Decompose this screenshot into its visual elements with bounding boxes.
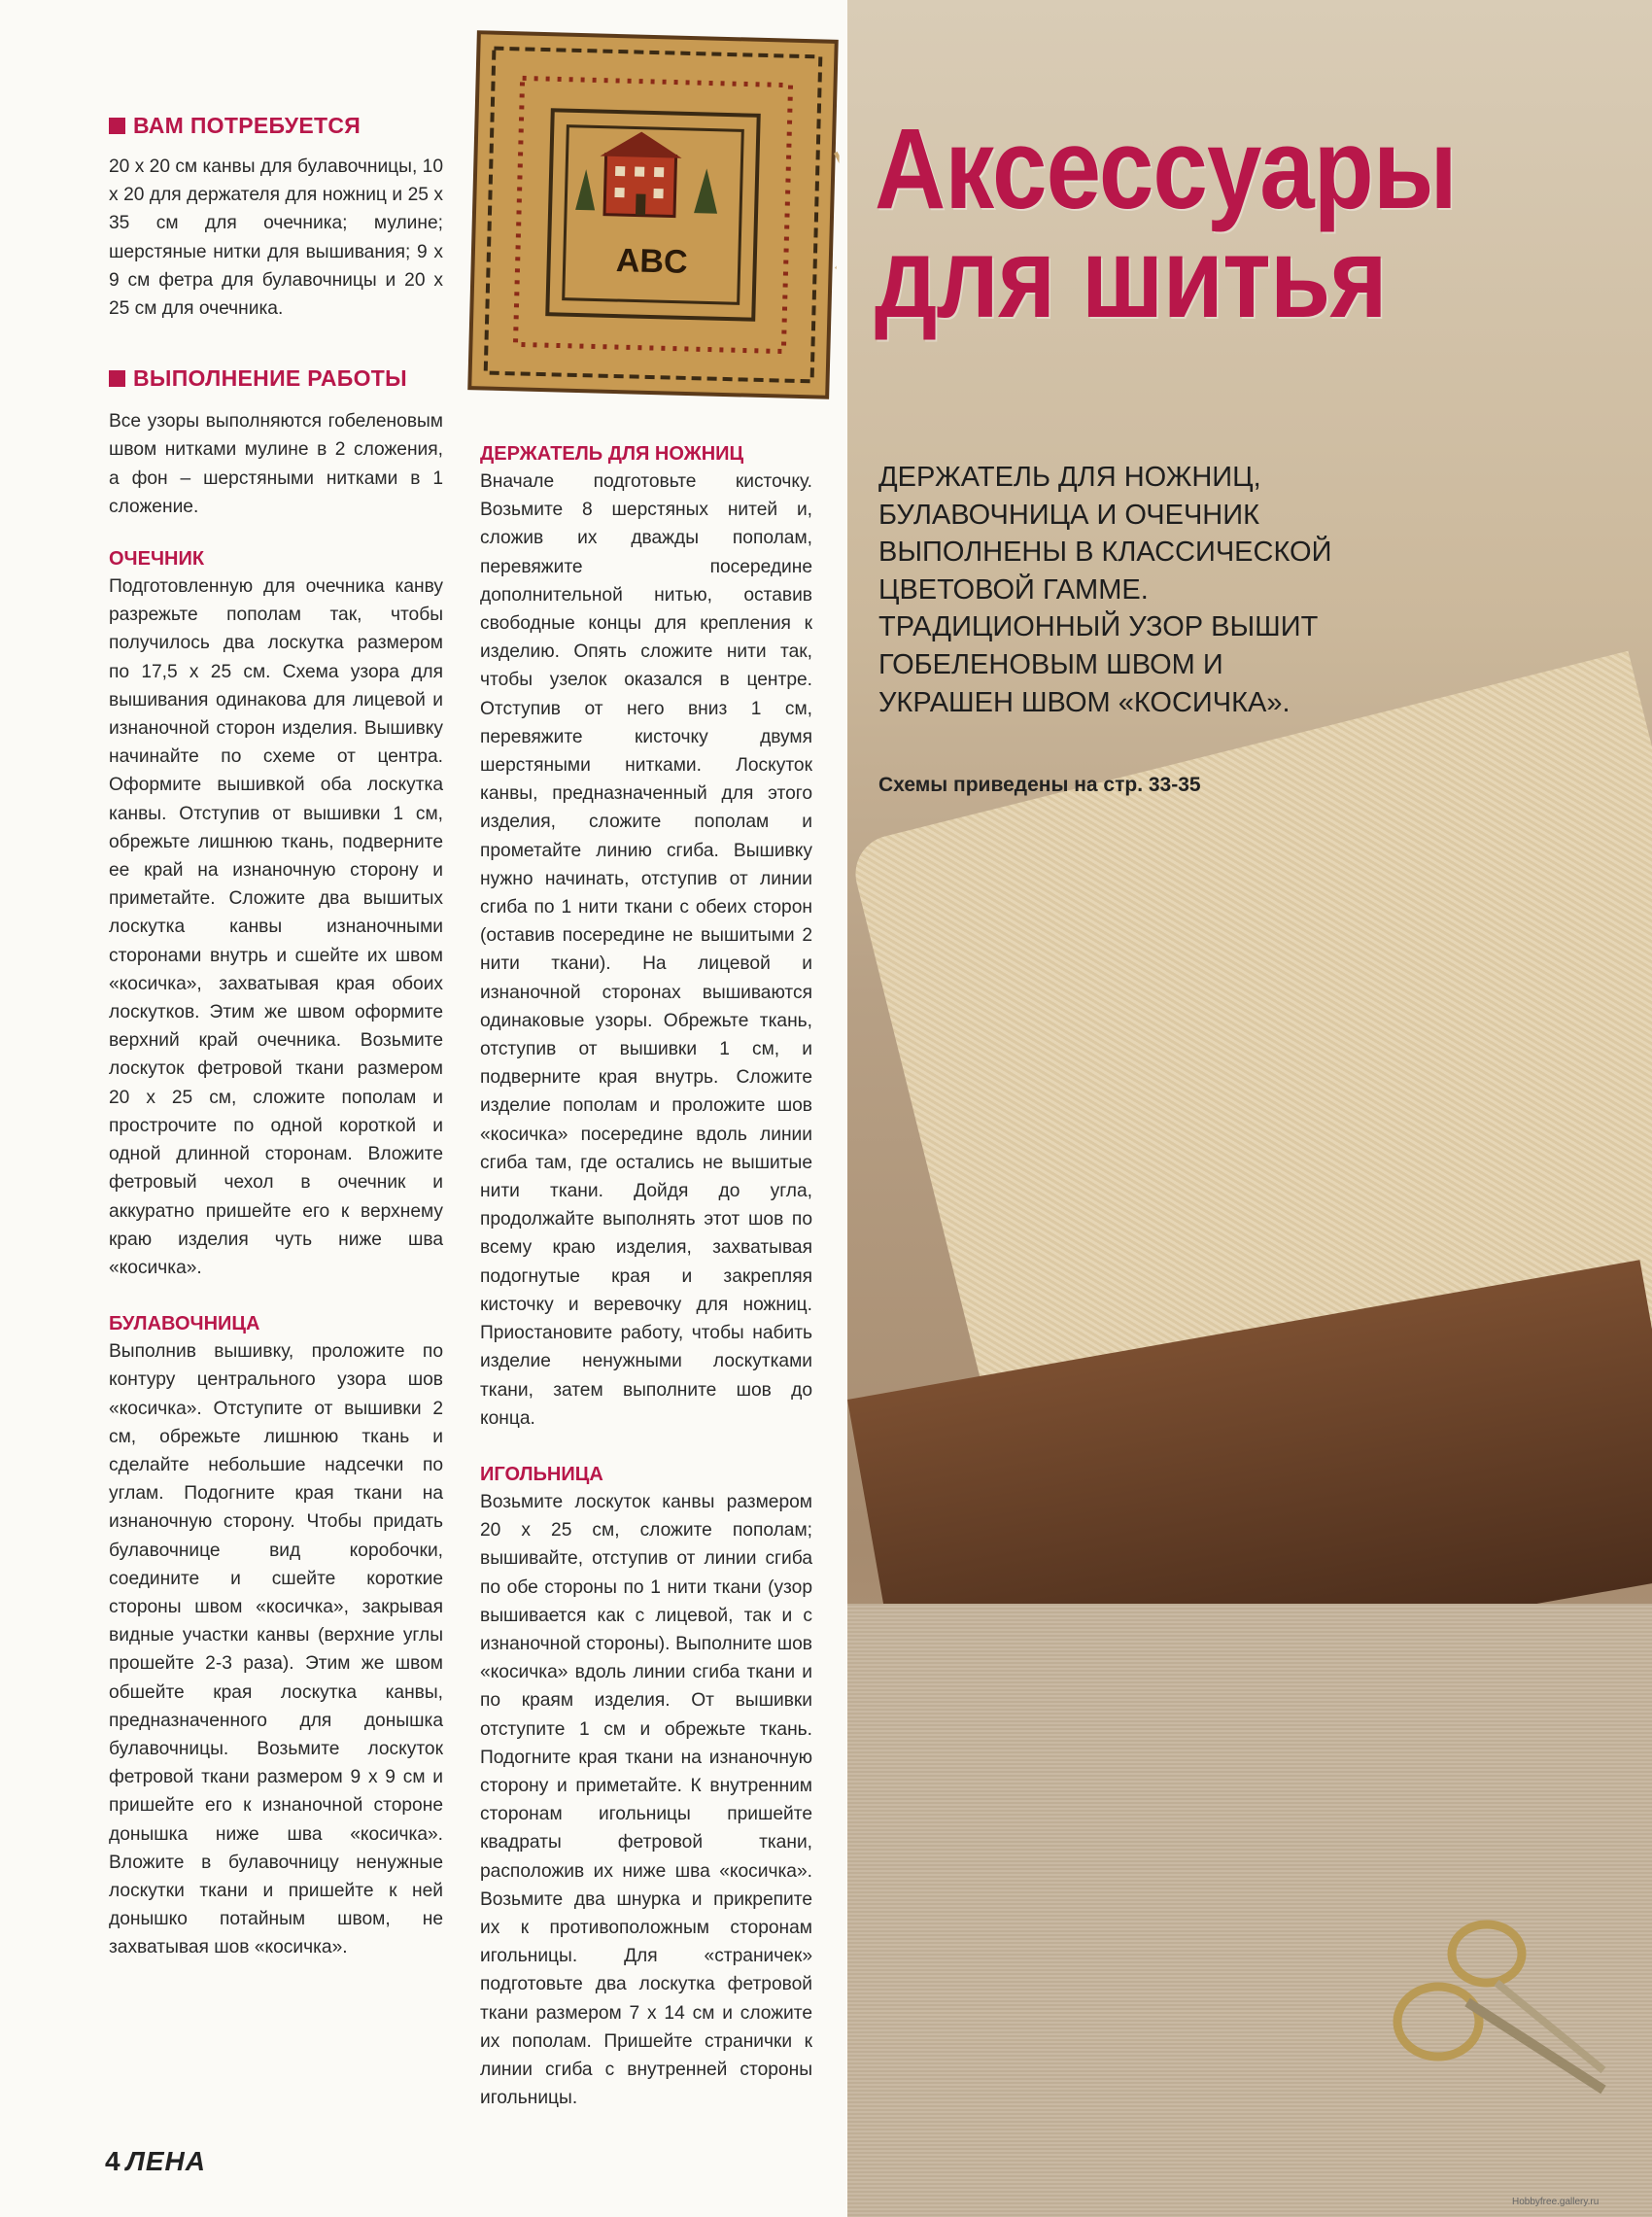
materials-heading: ВАМ ПОТРЕБУЕТСЯ [109,113,443,139]
schemes-note: Схемы приведены на стр. 33-35 [878,774,1201,796]
watermark: Hobbyfree.gallery.ru [1512,2197,1600,2207]
bullet-square-icon [109,118,125,134]
sampler-letters: ABC [615,242,689,281]
middle-column [480,443,812,2112]
work-heading: ВЫПОЛНЕНИЕ РАБОТЫ [109,365,443,392]
scissors-holder-text: Вначале подготовьте кисточку. Возьмите 8 шерстяных нитей и, сложив их дважды пополам, перевяжите посередине дополнительной нитью, оставив свободные концы для крепления к изделию. Опять сложите нити так, чтобы узелок оказался в центре. Отступив от него вниз 1 см, перевяжите кисточку двумя шерстяными нитками. Лоскуток канвы, предназначенный для этого изделия, сложите пополам и прометайте линию сгиба. Вышивку нужно начинать, отступив от линии сгиба по 1 нити ткани с обеих сторон (оставив посередине не вышитыми 2 нити ткани). На лицевой и изнаночной сторонах вышиваются одинаковые узоры. Обрежьте ткань, отступив от вышивки 1 см, и подверните края внутрь. Сложите изделие пополам и проложите шов «косичка» посередине вдоль линии сгиба там, где остались не вышитые нити ткани. Дойдя до угла, продолжайте выполнять этот шов по всему краю изделия, захватывая подогнутые края и закрепляя кисточку и веревочку для ножниц. Приостановите работу, чтобы набить изделие ненужными лоскутками ткани, затем выполните шов до конца. [480,471,812,1429]
pincushion-text: Выполнив вышивку, проложите по контуру центрального узора шов «косичка». Отступите от вышивки 2 см, обрежьте лишнюю ткань и сделайте небольшие надсечки по углам. Подогните края ткани на изнаночную сторону. Чтобы придать булавочнице вид коробочки, соедините и сшейте короткие стороны швом «косичка», закрывая видные участки канвы (верхние углы прошейте 2-3 раза). Этим же швом обшейте края лоскутка канвы, предназначенного для донышка булавочницы. Возьмите лоскуток фетровой ткани размером 9 х 9 см и пришейте его к изнаночной стороне донышка ниже шва «косичка». Вложите в булавочницу ненужные лоскутки ткани и пришейте к ней донышко потайным швом, не захватывая шов «косичка». [109,1341,443,1958]
cross-stitch-pincushion-image [464,26,843,403]
magazine-name: ЛЕНА [125,2146,206,2176]
title-line-2: для шитья [875,214,1387,342]
glasses-case-text: Подготовленную для очечника канву разрежьте пополам так, чтобы получилось два лоскутка размером по 17,5 х 25 см. Схема узора для вышивания одинакова для лицевой и изнаночной сторон изделия. Вышивку начинайте по схеме от центра. Оформите вышивкой оба лоскутка канвы. Отступив от вышивки 1 см, обрежьте лишнюю ткань, подверните ее край на изнаночную сторону и приметайте. Сложите два вышитых лоскутка канвы изнаночными сторонами внутрь и сшейте их швом «косичка», захватывая края обоих лоскутков. Этим же швом оформите верхний край очечника. Возьмите лоскуток фетровой ткани размером 20 х 25 см, сложите пополам и прострочите по одной короткой и одной длинной сторонам. Вложите фетровый чехол в очечник и аккуратно пришейте его к верхнему краю изделия чуть ниже шва «косичка». [109,576,443,1278]
scissors-icon [1360,1895,1613,2109]
lead-text: ДЕРЖАТЕЛЬ ДЛЯ НОЖНИЦ, БУЛАВОЧНИЦА И ОЧЕЧНИК ВЫПОЛНЕНЫ В КЛАССИЧЕСКОЙ ЦВЕТОВОЙ ГАММЕ. ТРАДИЦИОННЫЙ УЗОР ВЫШИТ ГОБЕЛЕНОВЫМ ШВОМ И УКРАШЕН ШВОМ «КОСИЧКА». [878,462,1332,718]
bullet-square-icon [109,370,125,387]
work-text: Все узоры выполняются гобеленовым швом нитками мулине в 2 сложения, а фон – шерстяными нитками в 1 сложение. [109,411,443,517]
needlecase-heading: ИГОЛЬНИЦА [480,1463,603,1485]
glasses-case-heading: ОЧЕЧНИК [109,548,205,571]
pincushion-heading: БУЛАВОЧНИЦА [109,1313,260,1335]
left-column [109,113,443,1962]
page-number: 4 [105,2146,120,2176]
materials-text: 20 х 20 см канвы для булавочницы, 10 х 20 для держателя для ножниц и 25 х 35 см для очечника; мулине; шерстяные нитки для вышивания; 9 х 9 см фетра для булавочницы и 20 х 25 см для очечника. [109,156,443,320]
needlecase-text: Возьмите лоскуток канвы размером 20 х 25 см, сложите пополам; вышивайте, отступив от линии сгиба по обе стороны по 1 нити ткани (узор вышивается как с лицевой, так и с изнаночной стороны). Выполните шов «косичка» вдоль линии сгиба ткани и по краям изделия. От вышивки отступите 1 см и обрежьте ткань. Подогните края ткани на изнаночную сторону и приметайте. К внутренним сторонам игольницы пришейте квадраты фетровой ткани, расположив их ниже шва «косичка». Возьмите два шнурка и прикрепите их к противоположным сторонам игольницы. Для «страничек» подготовьте два лоскутка фетровой ткани размером 7 х 14 см и сложите их пополам. Пришейте странички к линии сгиба с внутренней стороны игольницы. [480,1491,812,2109]
scissors-holder-heading: ДЕРЖАТЕЛЬ ДЛЯ НОЖНИЦ [480,443,744,465]
title-line-1: Аксессуары [875,105,1457,233]
page-footer [105,2146,206,2177]
page-title [875,105,1534,342]
